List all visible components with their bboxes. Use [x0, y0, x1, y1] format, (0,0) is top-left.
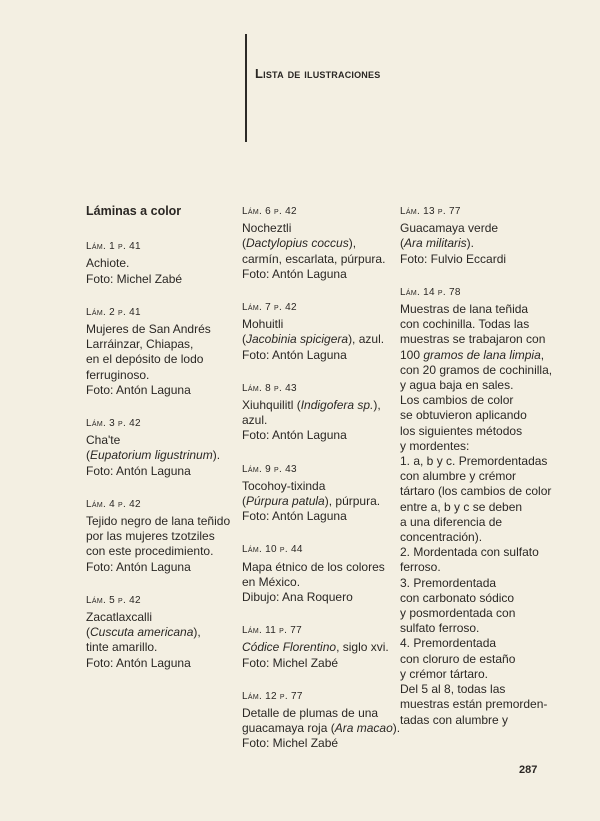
caption-line: los siguientes métodos — [400, 423, 523, 438]
caption-line: concentración). — [400, 530, 483, 545]
plate-reference: Lám. 9 p. 43 — [242, 463, 297, 475]
caption-line: Cha'te — [86, 433, 121, 448]
caption-line: Foto: Michel Zabé — [242, 655, 339, 670]
caption-line: y agua baja en sales. — [400, 378, 514, 393]
illustration-entry — [86, 593, 236, 671]
caption-line: con carbonato sódico — [400, 590, 515, 605]
caption-line: Foto: Michel Zabé — [86, 271, 183, 286]
illustration-entry — [242, 542, 392, 605]
illustration-entry — [86, 497, 236, 575]
caption-line: Los cambios de color — [400, 393, 514, 408]
caption-line: en México. — [242, 574, 301, 589]
column-3 — [400, 204, 560, 746]
caption-line: Dibujo: Ana Roquero — [242, 590, 353, 605]
caption-line: (Ara militaris). — [400, 236, 475, 251]
caption-line: guacamaya roja (Ara macao). — [242, 721, 401, 736]
plate-reference: Lám. 6 p. 42 — [242, 206, 297, 217]
illustration-entry — [242, 623, 392, 671]
caption-line: (Cuscuta americana), — [86, 625, 201, 640]
caption-line: se obtuvieron aplicando — [400, 408, 527, 423]
illustration-entry — [400, 285, 560, 728]
illustration-entry — [86, 239, 236, 287]
caption-line: a una diferencia de — [400, 514, 503, 529]
caption-line: ferroso. — [400, 560, 441, 575]
caption-line: y posmordentada con — [400, 606, 516, 621]
caption-line: (Púrpura patula), púrpura. — [242, 494, 381, 509]
caption-line: Foto: Antón Laguna — [242, 428, 347, 443]
caption-line: tadas con alumbre y — [400, 712, 509, 727]
caption-line: 100 gramos de lana limpia, — [400, 347, 545, 362]
caption-line: Zacatlaxcalli — [86, 610, 153, 625]
caption-line: con alumbre y crémor — [400, 469, 517, 484]
illustration-entry — [400, 204, 560, 267]
caption-line: Detalle de plumas de una — [242, 706, 379, 721]
caption-line: Larráinzar, Chiapas, — [86, 337, 194, 352]
caption-line: en el depósito de lodo — [86, 352, 204, 367]
column-2 — [242, 204, 401, 770]
caption-line: Del 5 al 8, todas las — [400, 682, 506, 697]
caption-line: azul. — [242, 413, 268, 428]
caption-line: 2. Mordentada con sulfato — [400, 545, 539, 560]
plate-reference: Lám. 12 p. 77 — [242, 690, 303, 702]
caption-line: tártaro (los cambios de color — [400, 484, 552, 499]
illustration-entry — [86, 416, 236, 479]
plate-reference: Lám. 1 p. 41 — [86, 241, 141, 253]
plate-reference: Lám. 10 p. 44 — [242, 544, 303, 556]
caption-line: Foto: Antón Laguna — [242, 509, 347, 524]
vertical-rule — [245, 34, 247, 142]
plate-reference: Lám. 5 p. 42 — [86, 594, 141, 606]
caption-line: Tejido negro de lana teñido — [86, 514, 231, 529]
illustration-entry — [242, 462, 392, 525]
caption-line: por las mujeres tzotziles — [86, 529, 215, 544]
caption-line: Foto: Antón Laguna — [86, 559, 191, 574]
caption-line: Foto: Antón Laguna — [86, 655, 191, 670]
caption-line: con 20 gramos de cochinilla, — [400, 362, 553, 377]
section-heading: Láminas a color — [86, 204, 182, 218]
caption-line: con cloruro de estaño — [400, 651, 516, 666]
plate-reference: Lám. 14 p. 78 — [400, 286, 461, 298]
plate-reference: Lám. 8 p. 43 — [242, 382, 297, 394]
page-number: 287 — [519, 764, 538, 776]
caption-line: Foto: Michel Zabé — [242, 736, 339, 751]
caption-line: con cochinilla. Todas las — [400, 317, 530, 332]
caption-line: (Eupatorium ligustrinum). — [86, 448, 221, 463]
caption-line: muestras se trabajaron con — [400, 332, 546, 347]
caption-line: con este procedimiento. — [86, 544, 214, 559]
plate-reference: Lám. 4 p. 42 — [86, 498, 141, 510]
caption-line: sulfato ferroso. — [400, 621, 480, 636]
caption-line: (Dactylopius coccus), — [242, 236, 357, 251]
caption-line: Códice Florentino, siglo xvi. — [242, 640, 389, 655]
caption-line: Achiote. — [86, 256, 130, 271]
caption-line: 3. Premordentada — [400, 575, 497, 590]
caption-line: Guacamaya verde — [400, 221, 499, 236]
caption-line: Foto: Antón Laguna — [242, 347, 347, 362]
caption-line: muestras están premorden- — [400, 697, 548, 712]
illustration-entry — [242, 204, 392, 282]
caption-line: Mapa étnico de los colores — [242, 559, 385, 574]
caption-line: ferruginoso. — [86, 367, 150, 382]
caption-line: Foto: Antón Laguna — [86, 382, 191, 397]
caption-line: entre a, b y c se deben — [400, 499, 523, 514]
column-1 — [86, 204, 236, 689]
plate-reference: Lám. 7 p. 42 — [242, 302, 297, 314]
plate-reference: Lám. 3 p. 42 — [86, 418, 141, 430]
caption-line: tinte amarillo. — [86, 640, 158, 655]
caption-line: 1. a, b y c. Premordentadas — [400, 454, 548, 469]
caption-line: carmín, escarlata, púrpura. — [242, 251, 386, 266]
plate-reference: Lám. 13 p. 77 — [400, 206, 461, 217]
caption-line: y crémor tártaro. — [400, 666, 489, 681]
plate-reference: Lám. 2 p. 41 — [86, 306, 141, 318]
caption-line: Foto: Antón Laguna — [86, 463, 191, 478]
illustration-entry — [242, 689, 401, 752]
illustration-entry — [242, 300, 392, 363]
caption-line: Muestras de lana teñida — [400, 302, 529, 317]
caption-line: (Jacobinia spicigera), azul. — [242, 332, 385, 347]
caption-line: Mohuitli — [242, 317, 284, 332]
caption-line: Tocohoy-tixinda — [242, 478, 326, 493]
illustration-entry — [86, 305, 236, 398]
caption-line: Foto: Antón Laguna — [242, 266, 347, 281]
caption-line: Mujeres de San Andrés — [86, 322, 211, 337]
caption-line: y mordentes: — [400, 438, 470, 453]
caption-line: Nocheztli — [242, 221, 292, 236]
caption-line: 4. Premordentada — [400, 636, 497, 651]
caption-line: Foto: Fulvio Eccardi — [400, 251, 507, 266]
caption-line: Xiuhquilitl (Indigofera sp.), — [242, 398, 381, 413]
plate-reference: Lám. 11 p. 77 — [242, 625, 303, 637]
page-title: Lista de ilustraciones — [255, 66, 381, 81]
illustration-entry — [242, 381, 392, 444]
